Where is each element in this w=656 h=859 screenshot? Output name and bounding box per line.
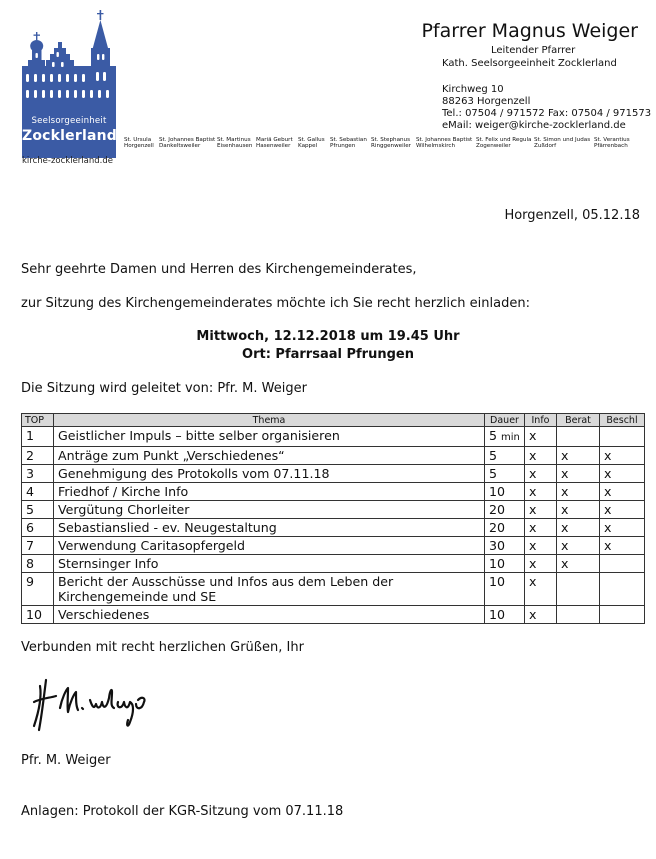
cell-top: 1 <box>22 427 54 447</box>
logo-url: kirche-zocklerland.de <box>22 156 113 166</box>
parish-entry: St. Ursula Horgenzell <box>124 137 154 150</box>
cell-info: x <box>525 483 557 501</box>
cell-beschl: x <box>600 537 645 555</box>
cell-thema: Verschiedenes <box>54 606 485 624</box>
cell-berat <box>557 427 600 447</box>
table-row <box>22 555 645 573</box>
closing-text: Verbunden mit recht herzlichen Grüßen, Ihr <box>21 640 304 655</box>
parish-entry: St. Simon und Judas Zußdorf <box>534 137 591 150</box>
cell-unit: min <box>501 432 520 443</box>
cell-info: x <box>525 447 557 465</box>
cell-top: 3 <box>22 465 54 483</box>
cell-beschl <box>600 427 645 447</box>
table-row <box>22 501 645 519</box>
pastor-role: Leitender Pfarrer <box>491 45 576 56</box>
parish-entry: St. Sebastian Pfrungen <box>330 137 367 150</box>
parish-entry: St. Gallus Kappel <box>298 137 325 150</box>
signature-image <box>30 668 160 738</box>
cell-beschl: x <box>600 465 645 483</box>
contact-phone: Tel.: 07504 / 971572 Fax: 07504 / 971573 <box>442 108 652 119</box>
cell-beschl <box>600 573 645 606</box>
cell-berat <box>557 573 600 606</box>
cell-thema: Bericht der Ausschüsse und Infos aus dem Leben der Kirchengemeinde und SE <box>54 573 485 606</box>
cell-top: 2 <box>22 447 54 465</box>
cell-dauer: 20 <box>485 519 525 537</box>
date-line: Horgenzell, 05.12.18 <box>504 208 640 223</box>
cell-beschl: x <box>600 447 645 465</box>
cell-berat: x <box>557 537 600 555</box>
pastor-name: Pfarrer Magnus Weiger <box>421 20 638 42</box>
cell-dauer: 10 <box>485 606 525 624</box>
meeting-date: Mittwoch, 12.12.2018 um 19.45 Uhr <box>196 329 460 344</box>
cell-beschl: x <box>600 519 645 537</box>
cell-info: x <box>525 573 557 606</box>
logo-subtitle: Seelsorgeeinheit <box>31 116 107 126</box>
contact-email: eMail: weiger@kirche-zocklerland.de <box>442 120 626 131</box>
col-thema: Thema <box>54 414 485 427</box>
address-city: 88263 Horgenzell <box>442 96 531 107</box>
table-row <box>22 427 645 447</box>
cell-dauer: 10 <box>485 555 525 573</box>
cell-info: x <box>525 427 557 447</box>
cell-dauer: 5 <box>485 447 525 465</box>
address-street: Kirchweg 10 <box>442 84 504 95</box>
table-row <box>22 606 645 624</box>
table-row <box>22 465 645 483</box>
cell-dauer: 30 <box>485 537 525 555</box>
table-row <box>22 537 645 555</box>
cell-info: x <box>525 606 557 624</box>
parish-entry: St. Johannes Baptist Dankeltsweiler <box>159 137 216 150</box>
parish-entry: Mariä Geburt Hasenweiler <box>256 137 293 150</box>
table-row <box>22 573 645 606</box>
cell-top: 10 <box>22 606 54 624</box>
agenda-header-row <box>22 414 645 427</box>
parish-logo <box>22 10 118 158</box>
cell-beschl: x <box>600 483 645 501</box>
cell-dauer: 5 min <box>485 427 525 447</box>
signer-name: Pfr. M. Weiger <box>21 753 111 768</box>
cell-berat: x <box>557 465 600 483</box>
cell-berat: x <box>557 555 600 573</box>
cell-thema: Verwendung Caritasopfergeld <box>54 537 485 555</box>
cell-info: x <box>525 519 557 537</box>
table-row <box>22 519 645 537</box>
agenda-table <box>21 413 645 624</box>
cell-thema: Friedhof / Kirche Info <box>54 483 485 501</box>
cell-thema: Sebastianslied - ev. Neugestaltung <box>54 519 485 537</box>
parish-entry: St. Johannes Baptist Wilhelmskirch <box>416 137 473 150</box>
table-row <box>22 483 645 501</box>
cell-berat: x <box>557 483 600 501</box>
cell-info: x <box>525 465 557 483</box>
cell-thema: Genehmigung des Protokolls vom 07.11.18 <box>54 465 485 483</box>
parish-entry: St. Stephanus Ringgenweiler <box>371 137 411 150</box>
cell-info: x <box>525 537 557 555</box>
cell-thema: Geistlicher Impuls – bitte selber organisieren <box>54 427 485 447</box>
meeting-place: Ort: Pfarrsaal Pfrungen <box>242 347 414 362</box>
logo-name: Zocklerland <box>22 128 118 144</box>
parish-entry: St. Martinus Eisenhausen <box>217 137 253 150</box>
cell-top: 9 <box>22 573 54 606</box>
pastor-org: Kath. Seelsorgeeinheit Zocklerland <box>442 58 617 69</box>
attachments-line: Anlagen: Protokoll der KGR-Sitzung vom 07.11.18 <box>21 804 344 819</box>
cell-berat: x <box>557 501 600 519</box>
col-info: Info <box>525 414 557 427</box>
led-by: Die Sitzung wird geleitet von: Pfr. M. Weiger <box>21 381 307 396</box>
cell-dauer: 20 <box>485 501 525 519</box>
cell-top: 6 <box>22 519 54 537</box>
church-towers-icon <box>22 10 118 114</box>
parish-entry: St. Verantius Pfärrenbach <box>594 137 630 150</box>
parish-entry: St. Felix und Regula Zogenweiler <box>476 137 532 150</box>
cell-thema: Sternsinger Info <box>54 555 485 573</box>
col-berat: Berat <box>557 414 600 427</box>
col-beschl: Beschl <box>600 414 645 427</box>
cell-berat <box>557 606 600 624</box>
cell-top: 7 <box>22 537 54 555</box>
col-dauer: Dauer <box>485 414 525 427</box>
cell-top: 5 <box>22 501 54 519</box>
cell-beschl <box>600 606 645 624</box>
cell-dauer: 5 <box>485 465 525 483</box>
cell-thema: Vergütung Chorleiter <box>54 501 485 519</box>
cell-info: x <box>525 555 557 573</box>
intro-text: zur Sitzung des Kirchengemeinderates möchte ich Sie recht herzlich einladen: <box>21 296 530 311</box>
cell-thema: Anträge zum Punkt „Verschiedenes“ <box>54 447 485 465</box>
cell-top: 4 <box>22 483 54 501</box>
cell-beschl: x <box>600 501 645 519</box>
salutation: Sehr geehrte Damen und Herren des Kirchengemeinderates, <box>21 262 417 277</box>
cell-dauer: 10 <box>485 573 525 606</box>
cell-info: x <box>525 501 557 519</box>
col-top: TOP <box>22 414 54 427</box>
cell-berat: x <box>557 447 600 465</box>
cell-beschl <box>600 555 645 573</box>
cell-berat: x <box>557 519 600 537</box>
cell-top: 8 <box>22 555 54 573</box>
table-row <box>22 447 645 465</box>
cell-dauer: 10 <box>485 483 525 501</box>
